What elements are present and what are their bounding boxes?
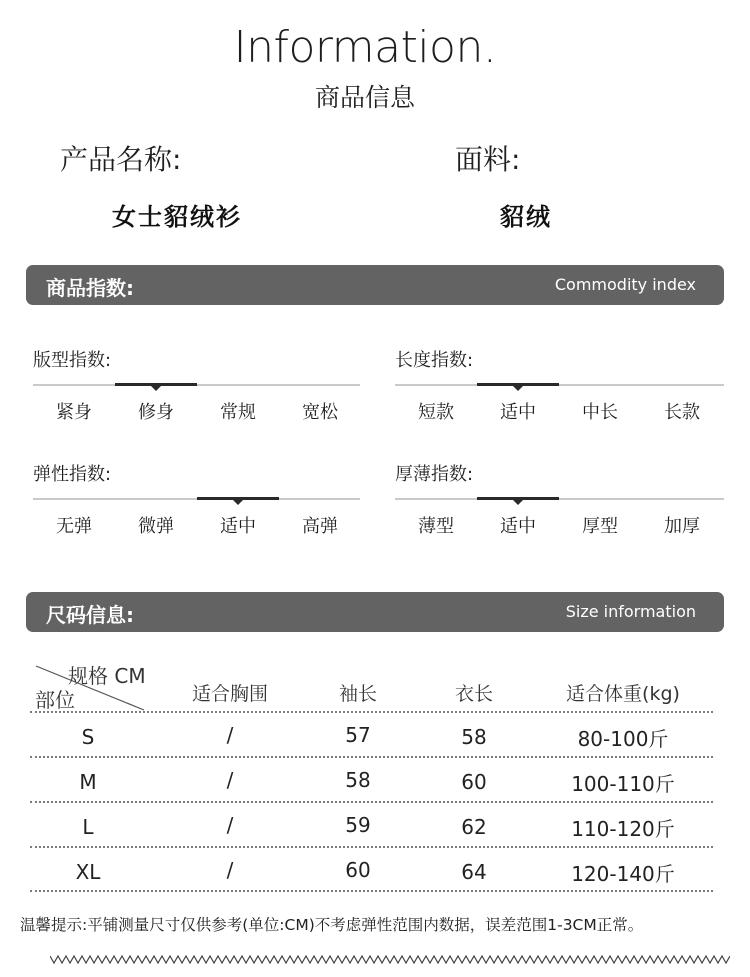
table-row: [0, 801, 750, 846]
product-name-label: 产品名称:: [60, 143, 182, 176]
index-label: 版型指数:: [33, 350, 112, 371]
table-row: [0, 711, 750, 756]
index-label: 弹性指数:: [33, 464, 112, 485]
column-header: 适合体重(kg): [566, 683, 680, 705]
size-cell: M: [79, 770, 97, 794]
commodity-index-title: 商品指数:: [46, 276, 134, 300]
table-row: [0, 756, 750, 801]
commodity-index-title-en: Commodity index: [554, 275, 696, 294]
index-option: 紧身: [56, 402, 92, 423]
length-cell: 60: [461, 770, 487, 794]
sleeve-cell: 59: [345, 813, 371, 837]
index-track: [33, 498, 360, 500]
index-option: 高弹: [302, 516, 338, 537]
index-option: 适中: [220, 516, 256, 537]
weight-cell: 80-100斤: [577, 727, 669, 751]
material-value: 貂绒: [500, 203, 552, 231]
measurement-note: 温馨提示:平铺测量尺寸仅供参考(单位:CM)不考虑弹性范围内数据，误差范围1-3CM正常。: [20, 916, 644, 934]
commodity-index-bar: [26, 265, 724, 305]
size-info-title: 尺码信息:: [46, 603, 134, 627]
index-option: 常规: [220, 402, 256, 423]
chest-cell: /: [226, 768, 234, 792]
row-divider: [30, 890, 713, 892]
sleeve-cell: 60: [345, 858, 371, 882]
table-row: [0, 846, 750, 891]
index-option: 宽松: [302, 402, 338, 423]
length-cell: 58: [461, 725, 487, 749]
corner-spec-label: 规格 CM: [68, 664, 146, 688]
index-track: [395, 384, 724, 386]
index-label: 长度指数:: [395, 350, 474, 371]
index-option: 中长: [582, 402, 618, 423]
size-info-title-en: Size information: [565, 602, 696, 621]
corner-part-label: 部位: [35, 688, 75, 712]
column-header: 袖长: [338, 683, 377, 705]
index-option: 薄型: [418, 516, 454, 537]
column-header: 衣长: [454, 683, 493, 705]
sleeve-cell: 57: [345, 723, 371, 747]
index-option: 加厚: [664, 516, 700, 537]
material-label: 面料:: [455, 143, 521, 176]
product-name-value: 女士貂绒衫: [112, 203, 242, 231]
thickness-index: [395, 460, 700, 537]
index-option: 长款: [664, 402, 700, 423]
index-option: 短款: [418, 402, 454, 423]
table-corner-cell: [34, 662, 146, 712]
weight-cell: 120-140斤: [571, 862, 675, 886]
index-selected-marker: [477, 497, 559, 500]
index-option: 修身: [138, 402, 174, 423]
length-cell: 62: [461, 815, 487, 839]
index-option: 适中: [500, 516, 536, 537]
index-option: 微弹: [138, 516, 174, 537]
index-selected-marker: [197, 497, 279, 500]
column-header: 适合胸围: [191, 683, 268, 705]
page-subtitle: 商品信息: [314, 83, 415, 112]
weight-cell: 100-110斤: [571, 772, 675, 796]
length-index: [395, 346, 700, 423]
chest-cell: /: [226, 813, 234, 837]
size-cell: S: [81, 725, 95, 749]
size-info-bar: [26, 592, 724, 632]
index-selected-marker: [477, 383, 559, 386]
size-cell: XL: [75, 860, 101, 884]
index-selected-marker: [115, 383, 197, 386]
index-option: 适中: [500, 402, 536, 423]
index-track: [33, 384, 360, 386]
sleeve-cell: 58: [345, 768, 371, 792]
chest-cell: /: [226, 723, 234, 747]
zigzag-border: [50, 954, 730, 966]
chest-cell: /: [226, 858, 234, 882]
size-cell: L: [82, 815, 94, 839]
index-label: 厚薄指数:: [395, 464, 474, 485]
index-option: 厚型: [582, 516, 618, 537]
length-cell: 64: [461, 860, 487, 884]
index-option: 无弹: [56, 516, 92, 537]
page-title: Information.: [233, 22, 497, 73]
weight-cell: 110-120斤: [571, 817, 675, 841]
elasticity-index: [33, 460, 338, 537]
index-track: [395, 498, 724, 500]
fit-index: [33, 346, 338, 423]
